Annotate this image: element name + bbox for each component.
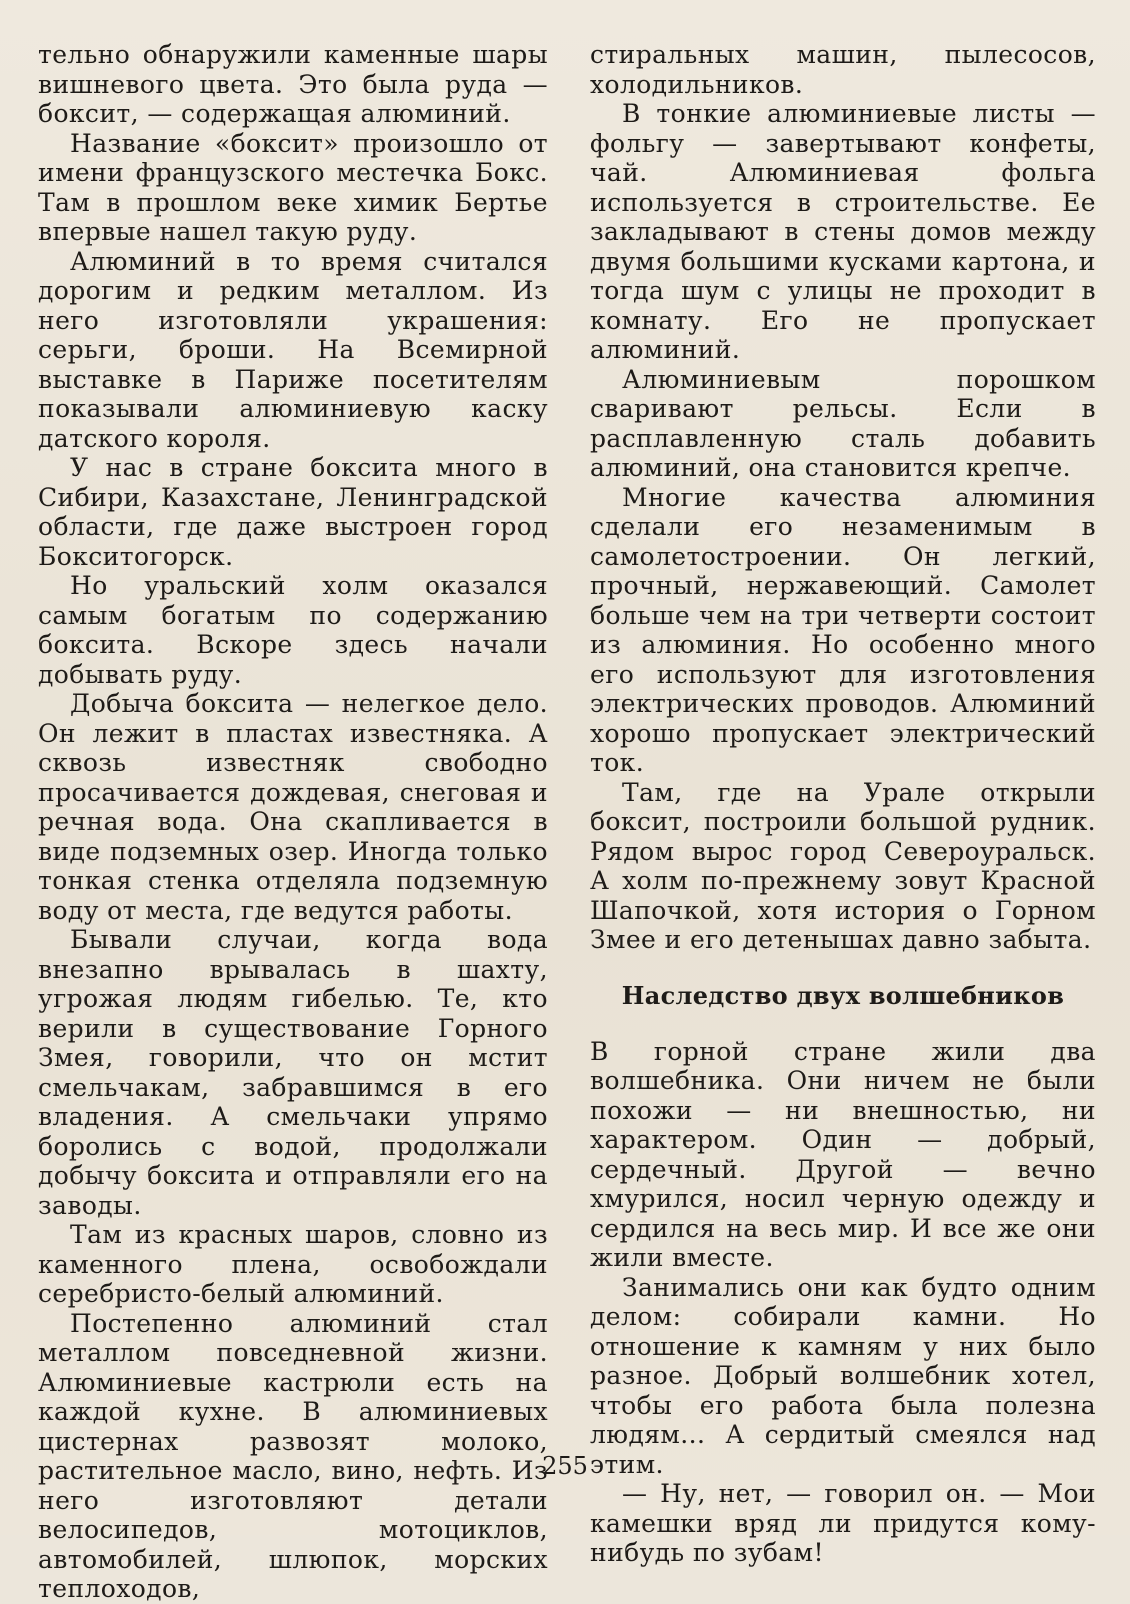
left-column: [38, 40, 548, 1604]
paragraph: В горной стране жили два волшебника. Они ничем не были похожи — ни внешностью, ни характером. Один — добрый, сердечный. Другой — вечно хмурился, носил черную одежду и сердился на весь мир. И все же они жили вместе.: [590, 1036, 1096, 1272]
paragraph: Там из красных шаров, словно из каменного плена, освобождали серебристо-белый алюминий.: [38, 1220, 548, 1308]
paragraph: Но уральский холм оказался самым богатым по содержанию боксита. Вскоре здесь начали добывать руду.: [38, 571, 548, 689]
paragraph: Многие качества алюминия сделали его незаменимым в самолетостроении. Он легкий, прочный, нержавеющий. Самолет больше чем на три четверти состоит из алюминия. Но особенно много его используют для изготовления электрических проводов. Алюминий хорошо пропускает электрический ток.: [590, 482, 1096, 777]
paragraph: Добыча боксита — нелегкое дело. Он лежит в пластах известняка. А сквозь известняк свободно просачивается дождевая, снеговая и речная вода. Она скапливается в виде подземных озер. Иногда только тонкая стенка отделяла подземную воду от места, где ведутся работы.: [38, 689, 548, 925]
section-heading: Наследство двух волшебников: [621, 980, 1065, 1010]
paragraph: Там, где на Урале открыли боксит, построили большой рудник. Рядом вырос город Североуральск. А холм по-прежнему зовут Красной Шапочкой, хотя история о Горном Змее и его детенышах давно забыта.: [590, 777, 1096, 954]
paragraph: У нас в стране боксита много в Сибири, Казахстане, Ленинградской области, где даже выстроен город Бокситогорск.: [38, 453, 548, 571]
paragraph: тельно обнаружили каменные шары вишневого цвета. Это была руда — боксит, — содержащая алюминий.: [38, 40, 548, 128]
paragraph: Название «боксит» произошло от имени французского местечка Бокс. Там в прошлом веке химик Бертье впервые нашел такую руду.: [38, 128, 548, 246]
paragraph: Бывали случаи, когда вода внезапно врывалась в шахту, угрожая людям гибелью. Те, кто верили в существование Горного Змея, говорили, что он мстит смельчакам, забравшимся в его владения. А смельчаки упрямо боролись с водой, продолжали добычу боксита и отправляли его на заводы.: [38, 925, 548, 1220]
paragraph: В тонкие алюминиевые листы — фольгу — завертывают конфеты, чай. Алюминиевая фольга используется в строительстве. Ее закладывают в стены домов между двумя большими кусками картона, и тогда шум с улицы не проходит в комнату. Его не пропускает алюминий.: [590, 99, 1096, 364]
paragraph: Алюминиевым порошком сваривают рельсы. Если в расплавленную сталь добавить алюминий, она становится крепче.: [590, 364, 1096, 482]
paragraph: Алюминий в то время считался дорогим и редким металлом. Из него изготовляли украшения: серьги, броши. На Всемирной выставке в Париже посетителям показывали алюминиевую каску датского короля.: [38, 246, 548, 453]
paragraph: Постепенно алюминий стал металлом повседневной жизни. Алюминиевые кастрюли есть на каждой кухне. В алюминиевых цистернах развозят молоко, растительное масло, вино, нефть. Из него изготовляют детали велосипедов, мотоциклов, автомобилей, шлюпок, морских теплоходов,: [38, 1308, 548, 1603]
paragraph: Занимались они как будто одним делом: собирали камни. Но отношение к камням у них было разное. Добрый волшебник хотел, чтобы его работа была полезна людям... А сердитый смеялся над этим.: [590, 1272, 1096, 1479]
paragraph: стиральных машин, пылесосов, холодильников.: [590, 40, 1096, 99]
paragraph: — Ну, нет, — говорил он. — Мои камешки вряд ли придутся кому-нибудь по зубам!: [590, 1479, 1096, 1567]
page-number: 255: [542, 1452, 588, 1480]
right-column: [590, 40, 1096, 1568]
